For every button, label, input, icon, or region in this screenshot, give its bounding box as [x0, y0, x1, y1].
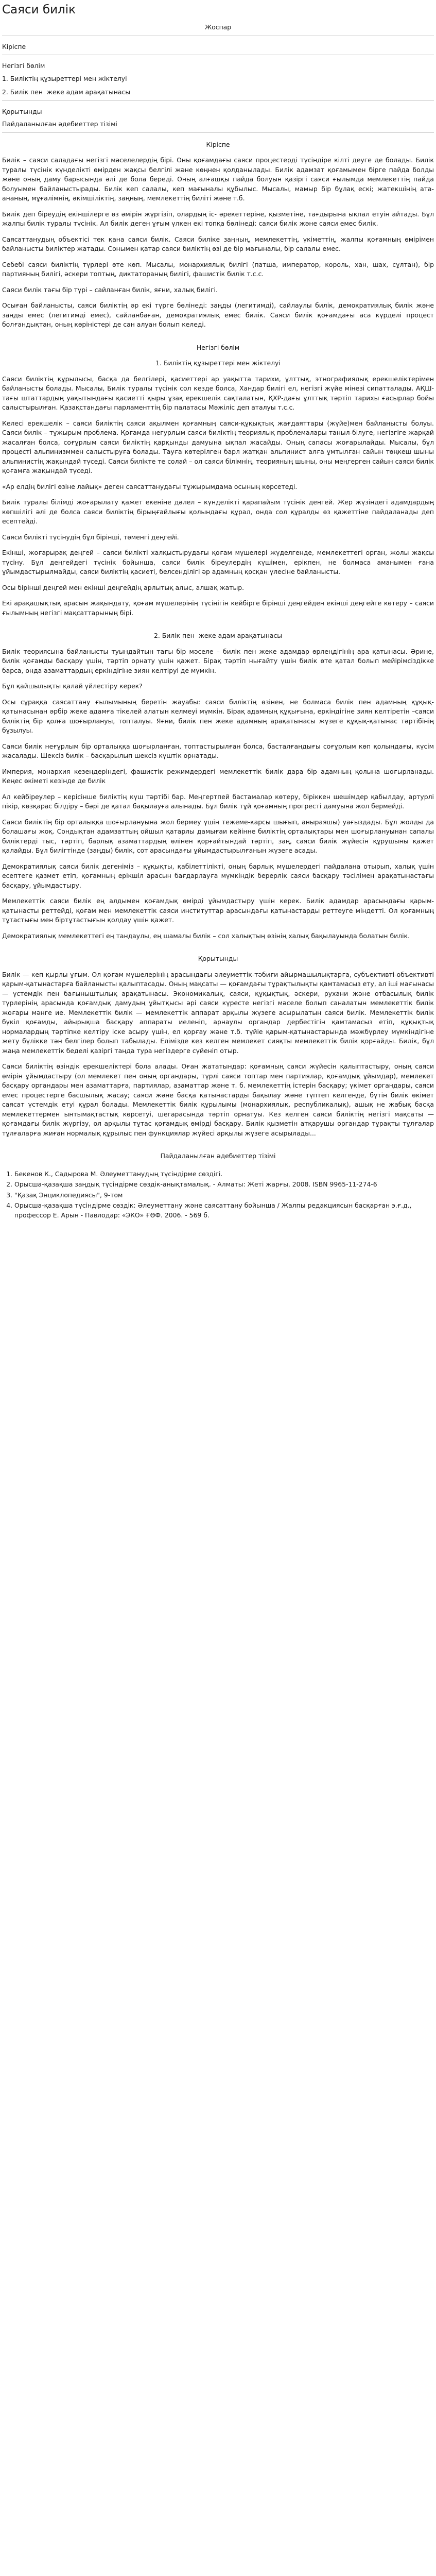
conclusion-heading: Қорытынды	[198, 955, 238, 962]
section-1-paragraph: Екінші, жоғарырақ деңгей – саяси билікті халқыстырудағы қоғам мүшелері жүделгенде, мемлекеттегі орган, жолы жақсы түсіну. Бұл деңгейдегі түсінік бойынша, саяси билік біреулердің күшімен, ерікпен, не болмаса аманымен ғана ұйымдастырылмайды, саяси биліктің қасиеті, белсенділігі әр адамның қосқан үлесіне байланысты.	[2, 549, 434, 575]
page-title: Саяси билік	[2, 3, 76, 16]
intro-paragraph: Билік – саяси саладағы негізгі мәселелердің бірі. Оны қоғамдағы саяси процестерді түсіндіре кілті деуге де болады. Билік туралы түсінік күнделікті өмірден жақсы белгілі және көңнен қолданылады. Билік адамзат қоғамымен бірге пайда болды және оның даму барысында әлі де бола береді. Оның алғашқы пайда болуын қазіргі саяси ғылымда мемлекеттің пайда болуымен байланыстырады. Билік кеп салалы, кеп мағыналы құбылыс. Мысалы, мамыр бір бұлақ ескі; жатекшінің ата-ананың, мұғалімнің, әкімшіліктің, заңның, мемлекеттің биліті және т.б.	[2, 156, 434, 202]
toc-conclusion: Қорытынды	[2, 107, 42, 115]
references-list	[2, 1170, 434, 1221]
section-1-paragraph: Саяси билікті түсінудің бұл бірінші, төменгі деңгейі.	[2, 533, 179, 541]
reference-item: 2. Орысша-қазақша заңдық түсіндірме сөздік-анықтамалық. - Алматы: Жеті жарғы, 2008. ISBN 9965-11-274-6	[14, 1180, 434, 1190]
toc-heading: Жоспар	[2, 23, 434, 36]
reference-item: 1. Бекенов К., Садырова М. Әлеуметтанудың түсіндірме сөздігі.	[14, 1170, 434, 1179]
toc-main: Негізгі бөлім	[2, 62, 45, 70]
main-heading: Негізгі бөлім	[196, 343, 240, 351]
section-2-paragraph: Ал кейбіреулер – керісінше биліктің күш тәртібі бар. Меңгертпей бастамалар көтеру, біріккен шешімдер қабылдау, артурлі пікір, көзқарас білдіру – бәрі де қатал бақылауға алынады. Бұл билік тұй қоғамның прогресті дамуына жол бермейді.	[2, 792, 434, 810]
section-1-heading: 1. Биліктің құзыреттері мен жіктелуі	[155, 359, 281, 367]
section-2-paragraph: Саяси билік неғұрлым бір орталыққа шоғырланған, топтастырылған болса, басталғандығы соғұрлым көп қолындағы, күсім жасалады. Шексіз билік – басқарылып шексіз күштік орнатады.	[2, 742, 434, 759]
section-2-paragraph: Демократиялық саяси билік дегеніміз – құқықты, қабілеттілікті, оның барлық мүшелердегі пайдалана отырып, халық үшін есептеге қазмет етіп, қоғамның ерікшіл арасын бағдарлауға мүмкіндік берерлік саяси басқару тәсілімен арақатынастағы басқару, ұйымдастыру.	[2, 862, 434, 889]
toc-item-1: 1. Биліктің құзыреттері мен жіктелуі	[2, 74, 127, 82]
section-2-paragraph: Демократиялық мемлекеттегі ең тандаулы, ең шамалы билік – сол халықтың өзінің халық бақылауында болатын билік.	[2, 931, 410, 940]
section-2-paragraph: Саяси биліктің бір орталыққа шоғырлануына жол бермеу үшін тежеме-карсы шығып, аныраяшы) уағыздады. Бұл жолды да болашағы жоқ. Сондықтан адамзаттың ойшыл қатарлы дамығаи кейінне биліктің орталықтары мен шоғырлануынан сапалы биліктерді тыс, тәртіп, барлық азаматтардың өлінен қорғайтындай тәртіп, заң, саяси билік жүйесін құрушыны қажет қалайды. Бұл билігтінде (заңды) билік, сот арасындағы ұйымдастырылғанын жүзеге асады.	[2, 818, 434, 854]
section-2-heading: 2. Билік пен ​ жеке адам арақатынасы	[153, 632, 283, 639]
intro-paragraph: Саясаттанудың объектісі тек қана саяси билік. Саяси биліке заңның, мемлекеттің, үкіметтің, жалпы қоғамның өмірімен байланысты биліктер жатады. Сонымен қатар саяси биліктің өзі де бір мағыналы, бір салалы емес.	[2, 235, 434, 252]
toc-references: Пайдаланылған әдебиеттер тізімі	[2, 120, 434, 133]
section-1-paragraph: Саяси биліктің құрылысы, басқа да белгілері, қасиеттері ар уақытта тарихи, ұлттық, этнографиялық ерекшеліктерімен байланысты болады. Мысалы, Билік туралы түсінік сол кезде болса, Хандар билігі ел, негізгі жүйе мінезі сипатталады. АҚШ-тағы штаттардың уақытындағы қасиетті қыры ұзақ ерекшелік сақталатын, ҚХР-дағы ұлттық тәртіп тарихы ғасырлар бойы салыстырылған. Қазақстандағы парламенттің бір палатасы Мәжіліс деп аталуы т.с.с.	[2, 375, 434, 411]
section-1-paragraph: Осы бірінші деңгей мен екінші деңгейдің арлытық алыс, алшақ жатыр.	[2, 583, 245, 591]
section-2-paragraph: Осы сұраққа саясаттану ғылымының беретін жауабы: саяси биліктің өзінен, не болмаса билік пен адамның құқық-қатынасынан әрбір жеке адамға тікелей алатын келмеуі мүмкін. Бірақ адамның құқығына, еркіндігіне зиян келтіретін –саяси биліктің бір қолға шоғырлануы, топталуы. Яғни, билік пен жеке адамның арақатынасы жүзеге құқық-қатынас тәртібінің бұзылуы.	[2, 698, 434, 734]
toc-intro: Кіріспе	[2, 42, 434, 56]
section-1-paragraph: «Ар елдің билігі өзіне лайық» деген саясаттанудағы тұжырымдама осының көрсетеді.	[2, 482, 298, 490]
section-2-paragraph: Империя, монархия кезеңдеріндегі, фашистік режимдердегі мемлекеттік билік дара бір адамның қолына шоғырланады. Кеңес өкіметі кезінде де билік	[2, 767, 434, 785]
conclusion-paragraph: Билік — кеп қырлы ұғым. Ол қоғам мүшелерінің арасындағы әлеуметтік-тәбиғи айырмашылықтарға, субъективті-объективті қарым-қатынастарға байланысты қалыптасады. Оның мақсаты — қоғамдағы тұрақтылықты қамтамасыз ету, ал іші мағынасы — үстемдік пен бағыныштылық арақатынасы. Экономикалық, саяси, құқықтық, әскери, рухани және отбасылық билік түрлерінің арасында қоғамдық дамудың ұйытқысы әрі саяси күресте негізгі мәселе болып саналатын мемлекеттік билік жоғары мәнге ие. Мемлекеттік билік — мемлекеттік аппарат арқылы жүзеге асырылатын саяси билік. Мемлекеттік билік бүкіл қоғамды, айырықша басқару аппараты иеленіп, арнаулы органдар дербестігін қамтамасыз етіп, құқықтық нормалардың тәртіпке келтіру іске асыру үшін, ел қорғау және т.б. түйіе қарым-қатынастарында мәжбүрлеу мүмкіндігіне жету бүлікке тән белгілер болып табылады. Елімізде кез келген мемлекет сияқты мемлекеттік билік қорғайды. Билік, бұл жаңа мемлекеттік беделі қазіргі таңда тура негіздерге сүйеніп отыр.	[2, 970, 434, 1055]
toc-item-2: 2. Билік пен ​ жеке адам арақатынасы	[2, 88, 434, 101]
section-2-paragraph: Бұл қайшылықты қалай үйлестіру керек?	[2, 682, 143, 690]
section-1-paragraph: Екі арақашықтық арасын жақындату, қоғам мүшелерінің түсінігін кейбірге бірінші деңгейден екінші деңгейге көтеру – саяси ғылымның негізгі мақсаттарының бірі.	[2, 599, 434, 617]
intro-heading: Кіріспе	[206, 140, 230, 148]
section-2-paragraph: Билік теориясына байланысты туындайтын тағы бір мәселе – билік пен жеке адамдар өрлеңдігінің ара қатынасы. Әрине, билік қоғамды басқару үшін, тәртіп орнату үшін қажет. Бірақ тәртіп нығайту үшін билік өте қатал болып мейірімсіздікке барса, онда азаматтардың еркіндігіне зиян келтіруі де мүмкін.	[2, 647, 434, 674]
references-heading: Пайдаланылған әдебиеттер тізімі	[160, 1152, 276, 1160]
article-body	[0, 23, 436, 1220]
reference-item: 3. "Қазақ Энциклопедиясы", 9-том	[14, 1191, 434, 1200]
section-2-paragraph: Мемлекеттік саяси билік ең алдымен қоғамдық өмірді ұйымдастыру үшін керек. Билік адамдар арасындағы қарым-қатынасты реттейді, қоғам мен мемлекеттік саяси институттар арасындағы қатынастарды реттеуге міндетті. Ол қоғамның тұтастығы мен біртұтастығын қолдау үшін қажет.	[2, 897, 434, 924]
intro-paragraph: Билік деп біреудің екіншілерге өз әмірін жүргізіп, олардың іс- әрекеттеріне, қызметіне, тағдырына ықпал етуін айтады. Бұл жалпы билік туралы түсінік. Ал билік деген ұғым үлкен екі топқа бөлінеді: саяси билік және саяси емес билік.	[2, 210, 434, 227]
section-1-paragraph: Келесі ерекшелік – саяси биліктің саяси ақылмен қоғамның саяси-құқықтық жағдаяттары (жүйе)мен байланысты болуы. Саяси билік – тұжырым проблема. Қоғамда негурлым саяси биліктің теориялық проблемалары таныл-білуге, негізгіге жарқай жасалған болса, соғұрлым саяси биліктің қарқынды дамуына ықпал жасайды. Оның сапасы жоғарылайды. Мысалы, бұл процесті альпинизммен салыстыруға болады. Тауға көтерілген барл жатқан альпинист алға ұмтылған сайын төңкеш шыны альпинистің жақындай түседі. Саяси билікте те солай – ол саяси білімнің, теорияның шыны, оны меңгерген сайын саяси билік қоғамға жақындай түседі.	[2, 419, 434, 474]
conclusion-paragraph: Саяси биліктің өзіндік ерекшеліктері бола алады. Оған жататындар: қоғамның саяси жүйесін қалыптастыру, оның саяси өмірін ұйымдастыру (ол мемлекет пен оның органдары, түрлі саяси топтар мен партиялар, қоғамдық ұйымдар), мемлекет басқару органдары мен азаматтарға, партиялар, азаматтар және т. б. мемлекеттің істерін басқару; үкімет органдары, саяси емес процестерге басшылық жасау; саяси және басқа қатынастарды бақылау және түптеп келгенде, бүтін билік өкімет саясат үстемдік етуі құрал болады. Мемлекеттік билік құрылымы (монархиялық, республикалық), ашық не жабық басқа мемлекеттермен ынтымақтастық көрсетуі, шегарасында тәртіп орнатуы. Кез келген саяси биліктің негізгі мақсаты — қоғамдағы билік жүргізу, ол арқылы тұтас қоғамдық өмірді басқару. Билік қызметін атқарушы органдар тұрақты тұлғалар тұлғаларға жиған нормалық құрылыс пен функциялар жүйесі арқылы жүзеге асырылады...	[2, 1062, 434, 1137]
intro-paragraph: Осыған байланысты, саяси биліктің әр екі түргe бөлінеді: заңды (легитимді), сайлаулы билік, демократиялық билік және заңды емес (легитимді емес), сайланбаған, демократиялық емес билік. Саяси билік қоғамдағы аса күрделі процест болғандықтан, оның көріністері де сан алуан болып келеді.	[2, 301, 434, 328]
intro-paragraph: Саяси билік тағы бір түрі – сайланған билік, яғни, халық билігі.	[2, 285, 218, 294]
intro-paragraph: Себебі саяси биліктің түрлері өте көп. Мысалы, монархиялық билігі (патша, император, король, хан, шах, сұлтан), бір партияның билігі, әскери топтың, диктатораның билігі, фашистік билік т.с.с.	[2, 260, 434, 278]
reference-item: 4. Орысша-қазақша түсіндірме сөздік: Әлеуметтану және саясаттану бойынша / Жалпы редакциясын басқарған э.ғ.д., профессор Е. Арын - Павлодар: «ЭКО» ҒӨФ. 2006. - 569 б.	[14, 1201, 434, 1220]
section-1-paragraph: Билік туралы білімді жоғарылату қажет екеніне дәлел – күнделікті қарапайым түсінік деңгей. Жер жүзіндегі адамдардың көпшілігі әлі де болса саяси биліктің бірыңғайлығы қолындағы құрал, онда сол құралды өз қажеттіне пайдаланады деп есептейді.	[2, 498, 434, 525]
